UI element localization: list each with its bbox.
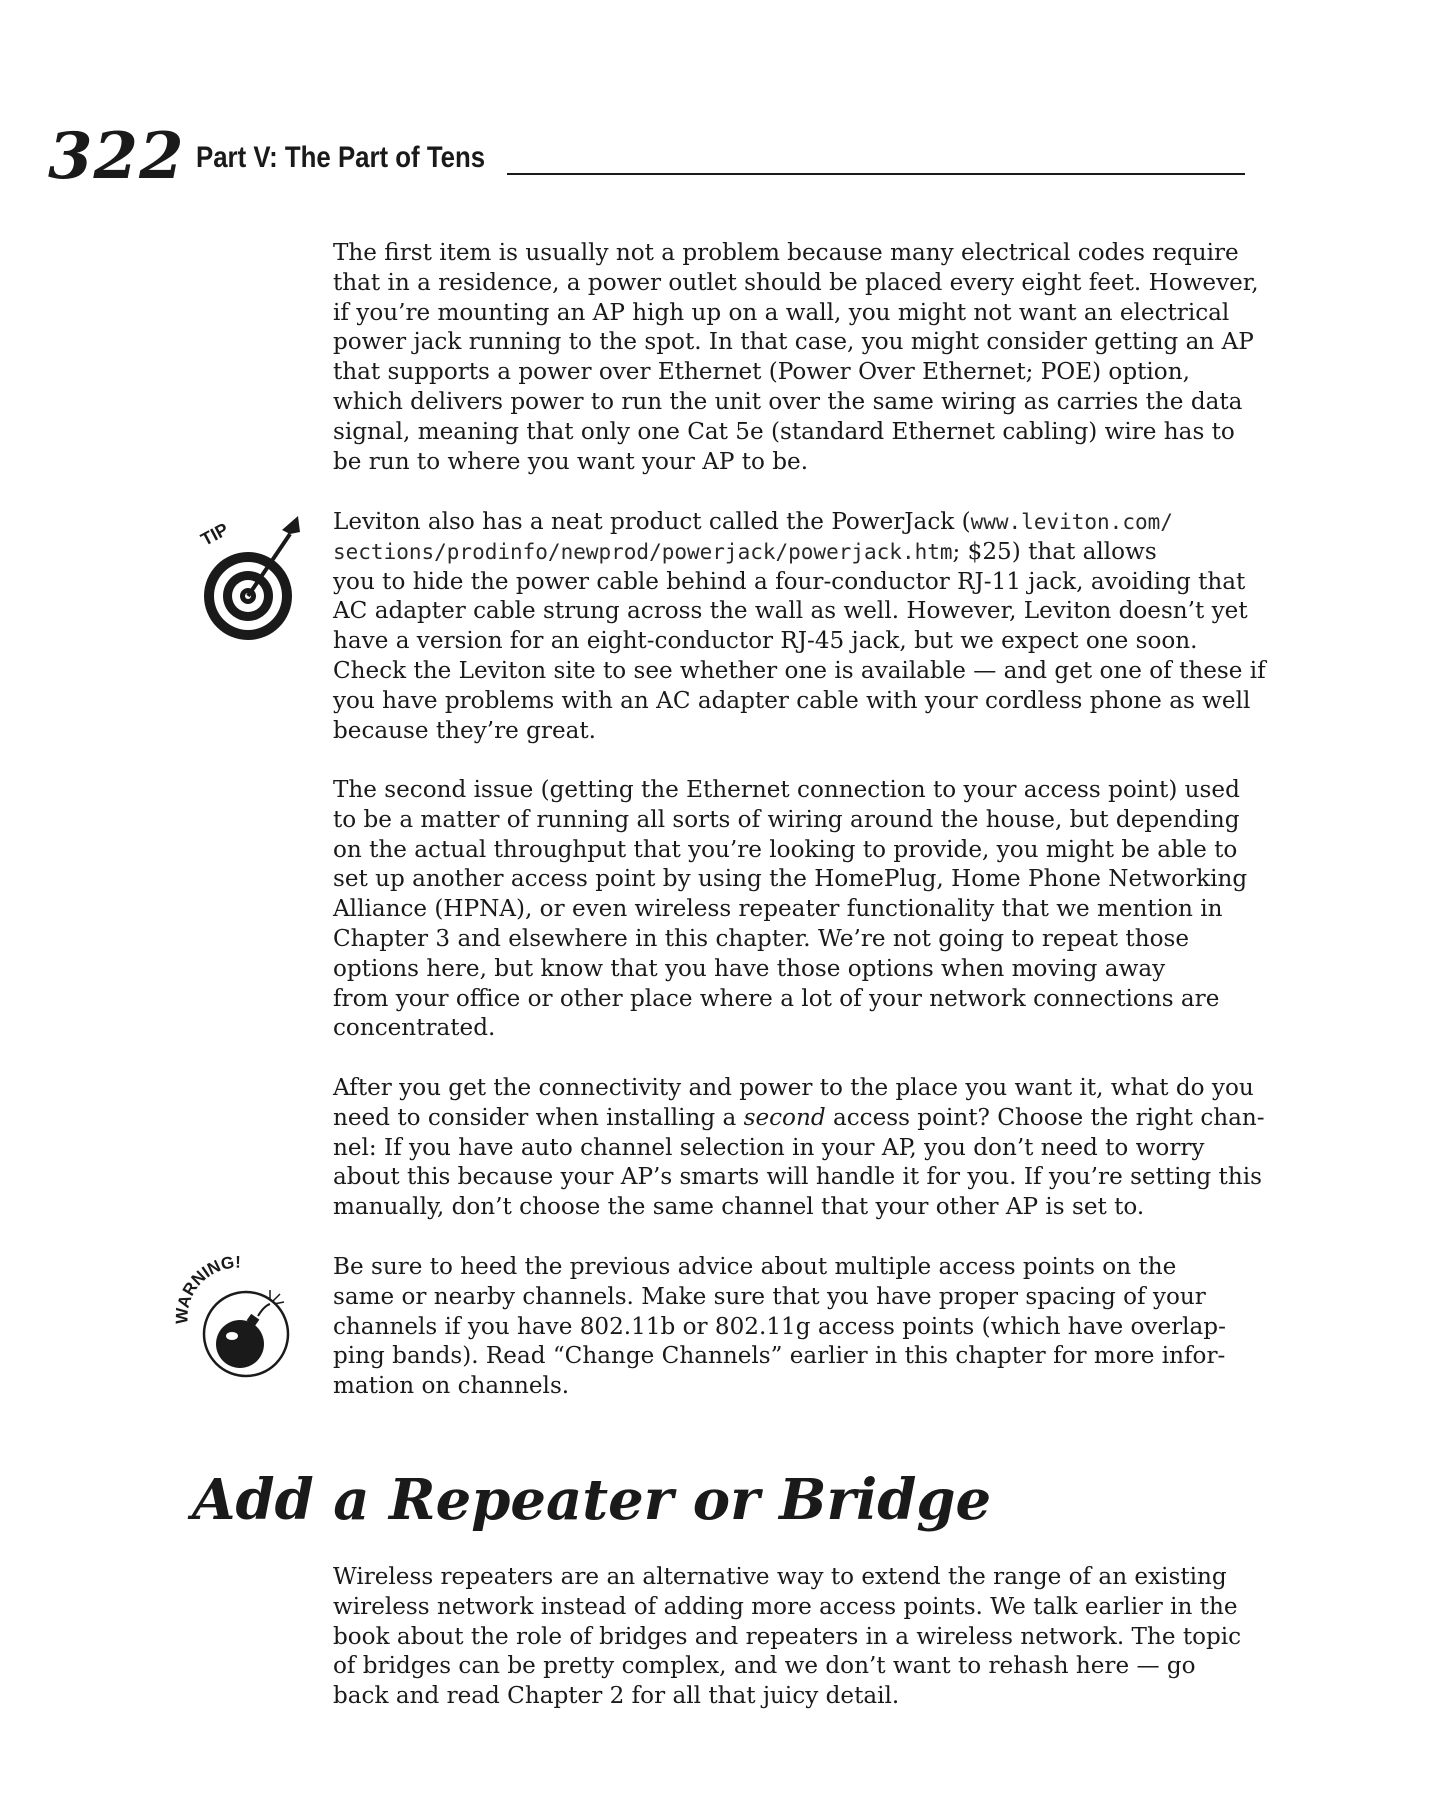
bomb-highlight bbox=[226, 1332, 238, 1340]
text-line: power jack running to the spot. In that case, you might consider getting an AP bbox=[333, 329, 1254, 356]
paragraph-second-access-point bbox=[333, 1074, 1265, 1223]
text-line: on the actual throughput that you’re looking to provide, you might be able to bbox=[333, 836, 1238, 863]
text-line: Check the Leviton site to see whether one is available — and get one of these if bbox=[333, 657, 1266, 684]
section-heading: Add a Repeater or Bridge bbox=[192, 1467, 992, 1533]
url-text[interactable]: www.leviton.com/ bbox=[970, 510, 1173, 534]
text-line: Be sure to heed the previous advice about multiple access points on the bbox=[333, 1254, 1177, 1280]
paragraph-ethernet-connection bbox=[333, 776, 1255, 1044]
text-line: concentrated. bbox=[333, 1015, 496, 1042]
text-line: be run to where you want your AP to be. bbox=[333, 448, 809, 475]
warning-label: WARNING! bbox=[172, 1254, 241, 1325]
url-text[interactable]: sections/prodinfo/newprod/powerjack/powerjack.htm bbox=[333, 539, 953, 564]
bomb-body bbox=[216, 1320, 264, 1368]
text-line: The second issue (getting the Ethernet connection to your access point) used bbox=[333, 777, 1240, 803]
text-line: manually, don’t choose the same channel that your other AP is set to. bbox=[333, 1194, 1145, 1221]
text-line: After you get the connectivity and power to the place you want it, what do you bbox=[333, 1075, 1254, 1101]
text-line: need to consider when installing a second access point? Choose the right chan- bbox=[333, 1104, 1265, 1131]
text-line: same or nearby channels. Make sure that you have proper spacing of your bbox=[333, 1283, 1206, 1310]
tip-label: TIP bbox=[197, 518, 232, 550]
text-line: AC adapter cable strung across the wall as well. However, Leviton doesn’t yet bbox=[333, 598, 1248, 625]
text-line: back and read Chapter 2 for all that juicy detail. bbox=[333, 1683, 900, 1710]
text-line: you to hide the power cable behind a four-conductor RJ-11 jack, avoiding that bbox=[333, 568, 1246, 595]
text-line: Alliance (HPNA), or even wireless repeater functionality that we mention in bbox=[333, 896, 1223, 923]
text-line: to be a matter of running all sorts of wiring around the house, but depending bbox=[333, 806, 1240, 833]
text-line: Wireless repeaters are an alternative way to extend the range of an existing bbox=[333, 1564, 1227, 1590]
paragraph-warning-channels bbox=[333, 1253, 1255, 1402]
text-line: Chapter 3 and elsewhere in this chapter. We’re not going to repeat those bbox=[333, 925, 1189, 952]
text-line: The first item is usually not a problem because many electrical codes require bbox=[333, 240, 1239, 266]
text-line: that supports a power over Ethernet (Power Over Ethernet; POE) option, bbox=[333, 359, 1190, 386]
emphasis: second bbox=[743, 1104, 826, 1131]
text-line: wireless network instead of adding more access points. We talk earlier in the bbox=[333, 1593, 1238, 1620]
text-line: options here, but know that you have those options when moving away bbox=[333, 955, 1166, 982]
text-line: Leviton also has a neat product called the PowerJack (www.leviton.com/ bbox=[333, 509, 1173, 535]
text-line: of bridges can be pretty complex, and we don’t want to rehash here — go bbox=[333, 1653, 1196, 1680]
paragraph-tip-powerjack bbox=[333, 508, 1266, 746]
text-line: mation on channels. bbox=[333, 1373, 570, 1400]
text-line: nel: If you have auto channel selection in your AP, you don’t need to worry bbox=[333, 1134, 1205, 1161]
text-line: because they’re great. bbox=[333, 717, 597, 744]
text-line: signal, meaning that only one Cat 5e (standard Ethernet cabling) wire has to bbox=[333, 418, 1235, 445]
text-line: have a version for an eight-conductor RJ-45 jack, but we expect one soon. bbox=[333, 628, 1198, 655]
text-line: book about the role of bridges and repeaters in a wireless network. The topic bbox=[333, 1623, 1242, 1650]
text-line: if you’re mounting an AP high up on a wall, you might not want an electrical bbox=[333, 299, 1230, 326]
text-line: set up another access point by using the HomePlug, Home Phone Networking bbox=[333, 866, 1248, 893]
spark-line bbox=[272, 1294, 280, 1302]
text-line: channels if you have 802.11b or 802.11g access points (which have overlap- bbox=[333, 1313, 1226, 1340]
running-head: Part V: The Part of Tens bbox=[196, 141, 486, 174]
text-line: you have problems with an AC adapter cable with your cordless phone as well bbox=[333, 687, 1251, 714]
paragraph-repeaters bbox=[333, 1563, 1255, 1712]
paragraph-power-outlets bbox=[333, 239, 1259, 477]
text-line: which delivers power to run the unit over the same wiring as carries the data bbox=[333, 388, 1243, 415]
header-rule bbox=[507, 173, 1245, 175]
spark-line bbox=[274, 1302, 284, 1304]
dart-fletching bbox=[282, 516, 300, 534]
text-line: from your office or other place where a lot of your network connections are bbox=[333, 985, 1220, 1012]
text-line: sections/prodinfo/newprod/powerjack/powerjack.htm; $25) that allows bbox=[333, 538, 1157, 565]
text-line: ping bands). Read “Change Channels” earlier in this chapter for more infor- bbox=[333, 1343, 1226, 1370]
tip-icon bbox=[190, 510, 306, 650]
warning-bomb-icon bbox=[172, 1254, 308, 1388]
page-number: 322 bbox=[48, 119, 185, 194]
text-line: about this because your AP’s smarts will handle it for you. If you’re setting this bbox=[333, 1164, 1262, 1191]
text-line: that in a residence, a power outlet should be placed every eight feet. However, bbox=[333, 269, 1259, 296]
